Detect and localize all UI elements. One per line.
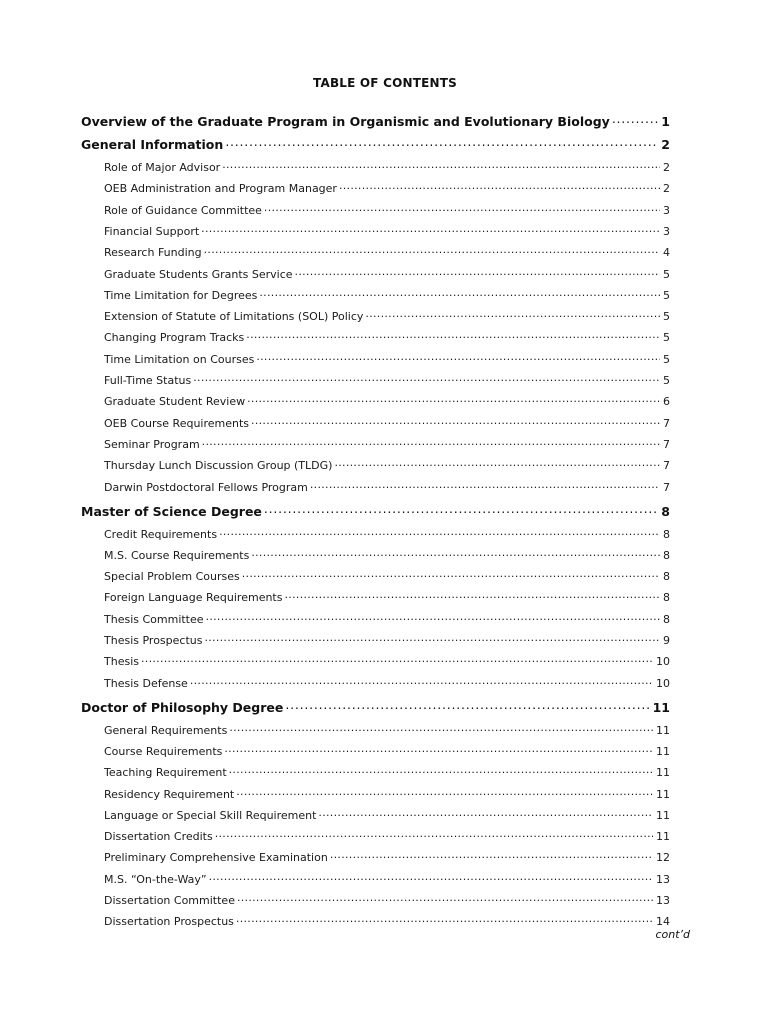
toc-entry-page-number: 11 (652, 699, 670, 715)
dot-leader (229, 723, 653, 734)
toc-entry-page-number: 5 (663, 374, 670, 387)
toc-entry-label: Graduate Students Grants Service (104, 267, 293, 281)
dot-leader (193, 373, 660, 384)
toc-subsection-entry (104, 267, 670, 281)
toc-entry-page-number: 7 (663, 480, 670, 494)
toc-entry-label: General Requirements (104, 723, 228, 737)
dot-leader (215, 829, 653, 840)
toc-entry-label: Thesis Defense (104, 676, 188, 690)
toc-entry-page-number: 3 (663, 203, 670, 217)
toc-entry-label: Special Problem Courses (104, 570, 240, 584)
toc-subsection-entry (104, 590, 670, 604)
dot-leader (318, 808, 653, 819)
dot-leader (225, 137, 658, 150)
toc-entry-page-number: 6 (663, 395, 670, 409)
toc-entry-page-number: 8 (663, 570, 670, 584)
toc-entry-label: Master of Science Degree (81, 503, 262, 519)
toc-entry-label: Financial Support (104, 224, 200, 238)
toc-entry-label: General Information (81, 137, 224, 152)
dot-leader (242, 569, 660, 580)
toc-entry-label: Time Limitation for Degrees (104, 288, 258, 302)
toc-entry-label: Graduate Student Review (104, 395, 246, 409)
dot-leader (222, 160, 660, 171)
toc-entry-label: Extension of Statute of Limitations (SOL) Policy (104, 310, 364, 324)
toc-entry-label: Thesis (104, 655, 139, 669)
toc-entry-label: Thesis Committee (104, 612, 204, 626)
toc-entry-label: Thesis Prospectus (104, 634, 203, 647)
toc-entry-page-number: 8 (663, 548, 670, 562)
page-title: TABLE OF CONTENTS (313, 76, 457, 90)
toc-entry-page-number: 11 (656, 744, 670, 758)
toc-entry-page-number: 4 (663, 246, 670, 260)
dot-leader (209, 872, 653, 883)
toc-entry-label: Course Requirements (104, 744, 223, 758)
toc-entry-page-number: 8 (663, 612, 670, 626)
toc-entry-label: Time Limitation on Courses (104, 352, 255, 366)
toc-entry-page-number: 7 (663, 437, 670, 451)
dot-leader (237, 893, 653, 904)
toc-entry-label: Teaching Requirement (104, 766, 227, 780)
toc-entry-label: Dissertation Committee (104, 894, 235, 907)
dot-leader (251, 548, 660, 559)
dot-leader (204, 245, 660, 256)
toc-entry-page-number: 3 (663, 224, 670, 238)
toc-entry-label: Thursday Lunch Discussion Group (TLDG) (104, 459, 333, 473)
dot-leader (285, 699, 649, 712)
toc-subsection-entry (104, 373, 670, 387)
toc-subsection-entry (104, 437, 670, 451)
toc-subsection-entry (104, 850, 670, 864)
toc-subsection-entry (104, 224, 670, 238)
toc-subsection-entry (104, 330, 670, 344)
toc-subsection-entry (104, 458, 670, 472)
toc-subsection-entry (104, 394, 670, 408)
toc-subsection-entry (104, 914, 670, 928)
dot-leader (264, 203, 660, 214)
toc-entry-page-number: 11 (656, 723, 670, 737)
dot-leader (295, 267, 660, 278)
toc-entry-label: Darwin Postdoctoral Fellows Program (104, 480, 308, 494)
dot-leader (330, 850, 653, 861)
toc-subsection-entry (104, 527, 670, 541)
dot-leader (206, 612, 660, 623)
toc-subsection-entry (104, 765, 670, 779)
dot-leader (141, 654, 653, 665)
toc-entry-label: Residency Requirement (104, 787, 235, 801)
toc-subsection-entry (104, 676, 670, 690)
toc-entry-label: Role of Guidance Committee (104, 203, 262, 217)
toc-entry-page-number: 13 (656, 894, 670, 907)
dot-leader (334, 458, 660, 469)
toc-entry-page-number: 1 (661, 113, 670, 129)
toc-subsection-entry (104, 872, 670, 886)
toc-subsection-entry (104, 829, 670, 843)
toc-subsection-entry (104, 893, 670, 907)
toc-entry-page-number: 11 (656, 808, 670, 822)
dot-leader (204, 633, 660, 644)
toc-section-entry (81, 699, 670, 715)
toc-subsection-entry (104, 160, 670, 174)
dot-leader (190, 676, 653, 687)
toc-entry-page-number: 13 (656, 872, 670, 886)
dot-leader (219, 527, 660, 538)
dot-leader (251, 416, 660, 427)
toc-entry-page-number: 7 (663, 416, 670, 430)
toc-entry-page-number: 7 (663, 459, 670, 473)
dot-leader (202, 437, 660, 448)
toc-entry-page-number: 8 (661, 503, 670, 519)
toc-entry-label: Credit Requirements (104, 527, 218, 541)
toc-entry-page-number: 10 (656, 655, 670, 669)
toc-section-entry (81, 113, 670, 129)
toc-subsection-entry (104, 309, 670, 323)
toc-entry-page-number: 8 (663, 527, 670, 541)
dot-leader (247, 394, 660, 405)
toc-entry-label: Role of Major Advisor (104, 161, 221, 174)
toc-section-entry (81, 503, 670, 519)
dot-leader (310, 480, 660, 491)
dot-leader (339, 181, 660, 192)
toc-subsection-entry (104, 548, 670, 562)
toc-entry-label: M.S. Course Requirements (104, 548, 250, 562)
toc-subsection-entry (104, 723, 670, 737)
toc-subsection-entry (104, 416, 670, 430)
toc-entry-label: Overview of the Graduate Program in Organismic and Evolutionary Biology (81, 113, 610, 129)
toc-subsection-entry (104, 654, 670, 668)
toc-entry-label: Foreign Language Requirements (104, 591, 283, 605)
dot-leader (236, 914, 653, 925)
dot-leader (284, 590, 660, 601)
toc-subsection-entry (104, 612, 670, 626)
dot-leader (256, 352, 660, 363)
toc-subsection-entry (104, 203, 670, 217)
dot-leader (224, 744, 653, 755)
toc-entry-page-number: 11 (656, 830, 670, 844)
dot-leader (201, 224, 660, 235)
toc-subsection-entry (104, 744, 670, 758)
toc-subsection-entry (104, 569, 670, 583)
dot-leader (264, 503, 658, 516)
toc-entry-page-number: 5 (663, 310, 670, 324)
toc-entry-label: Preliminary Comprehensive Examination (104, 851, 328, 865)
toc-entry-page-number: 5 (663, 352, 670, 366)
toc-entry-label: Changing Program Tracks (104, 331, 245, 345)
toc-entry-page-number: 11 (656, 787, 670, 801)
toc-subsection-entry (104, 787, 670, 801)
toc-entry-page-number: 5 (663, 267, 670, 281)
toc-entry-label: Language or Special Skill Requirement (104, 808, 317, 822)
toc-entry-page-number: 9 (663, 634, 670, 647)
toc-entry-label: OEB Administration and Program Manager (104, 182, 337, 196)
toc-subsection-entry (104, 288, 670, 302)
toc-entry-page-number: 2 (663, 182, 670, 196)
toc-entry-label: Doctor of Philosophy Degree (81, 699, 284, 715)
toc-entry-label: Dissertation Credits (104, 830, 213, 844)
toc-entry-page-number: 2 (663, 161, 670, 174)
toc-entry-page-number: 11 (656, 766, 670, 780)
dot-leader (259, 288, 660, 299)
toc-subsection-entry (104, 633, 670, 647)
toc-entry-label: Research Funding (104, 246, 202, 260)
dot-leader (612, 113, 658, 126)
toc-subsection-entry (104, 480, 670, 494)
toc-entry-page-number: 8 (663, 591, 670, 605)
toc-entry-page-number: 5 (663, 288, 670, 302)
dot-leader (246, 330, 660, 341)
dot-leader (236, 787, 653, 798)
toc-section-entry (81, 137, 670, 153)
dot-leader (365, 309, 660, 320)
toc-entry-label: OEB Course Requirements (104, 416, 250, 430)
toc-entry-page-number: 5 (663, 331, 670, 345)
toc-entry-page-number: 14 (656, 915, 670, 929)
toc-subsection-entry (104, 181, 670, 195)
toc-entry-page-number: 10 (656, 676, 670, 690)
dot-leader (229, 765, 653, 776)
toc-entry-page-number: 12 (656, 851, 670, 865)
toc-entry-label: Seminar Program (104, 437, 200, 451)
toc-subsection-entry (104, 352, 670, 366)
toc-subsection-entry (104, 245, 670, 259)
toc-entry-label: Full-Time Status (104, 374, 192, 387)
toc-entry-page-number: 2 (661, 137, 670, 152)
toc-entry-label: Dissertation Prospectus (104, 915, 234, 929)
toc-entry-label: M.S. “On-the-Way” (104, 872, 207, 886)
continued-note: cont’d (655, 928, 690, 941)
toc-subsection-entry (104, 808, 670, 822)
